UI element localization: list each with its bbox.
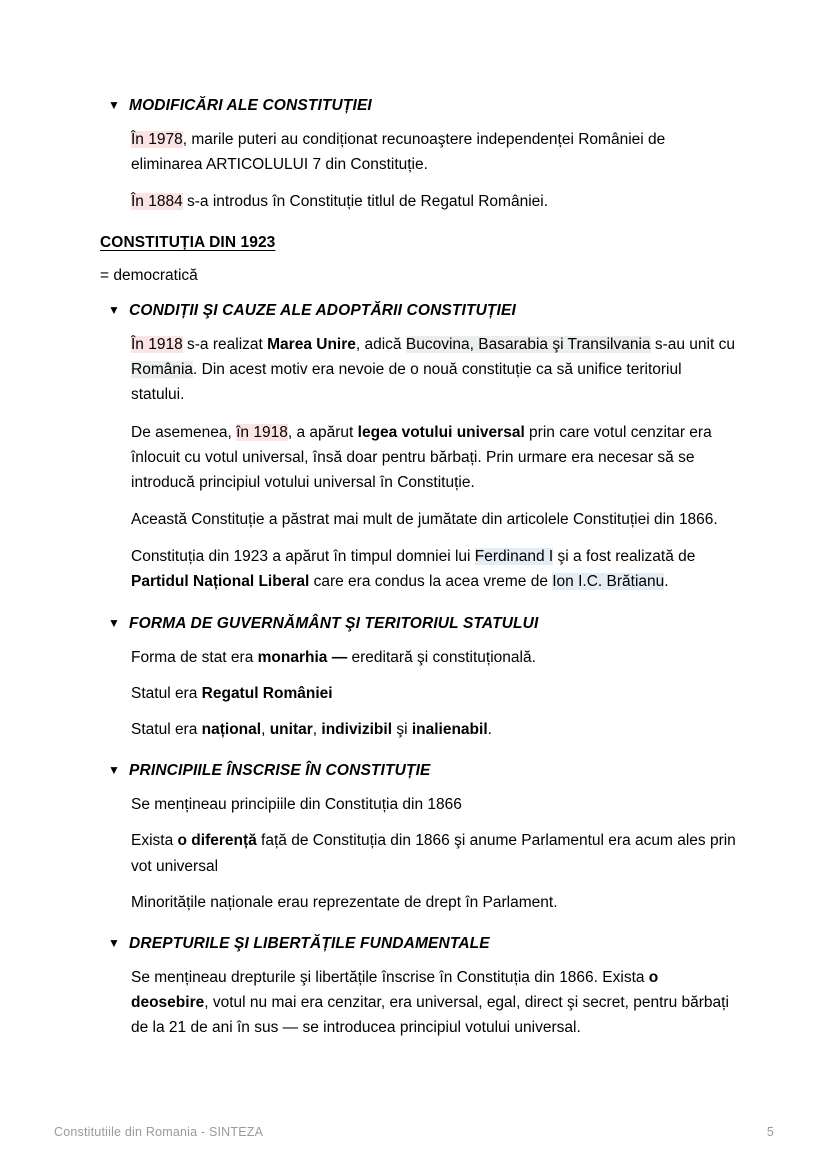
highlight-year: În 1884 <box>131 193 183 211</box>
paragraph-text: Statul era <box>131 721 202 739</box>
bold-partidul-national-liberal: Partidul Național Liberal <box>131 573 310 591</box>
paragraph-regatul-romaniei <box>100 681 736 706</box>
paragraph-text: Statul era <box>131 685 202 703</box>
section-heading-label: PRINCIPIILE ÎNSCRISE ÎN CONSTITUȚIE <box>129 762 431 780</box>
paragraph-text: , <box>312 721 322 739</box>
collapse-triangle-icon[interactable]: ▼ <box>108 616 121 631</box>
paragraph-text: ereditară şi constituțională. <box>347 649 536 667</box>
section-heading-conditii <box>108 301 736 322</box>
spacer <box>100 926 736 934</box>
paragraph-text: , <box>261 721 270 739</box>
paragraph-text: şi a fost realizată de <box>553 547 696 565</box>
paragraph-articole-1866: Această Constituție a păstrat mai mult de jumătate din articolele Constituției din 1866. <box>131 510 718 528</box>
paragraph-marea-unire <box>100 332 736 407</box>
subtitle-democratica: = democratică <box>100 267 198 285</box>
bold-monarhia: monarhia — <box>257 649 348 667</box>
collapse-triangle-icon[interactable]: ▼ <box>108 303 121 318</box>
section-heading-label: FORMA DE GUVERNĂMÂNT ŞI TERITORIUL STATULUI <box>129 615 539 633</box>
paragraph-o-deosebire <box>100 965 736 1040</box>
section-heading-label: CONDIȚII ŞI CAUZE ALE ADOPTĂRII CONSTITUȚIEI <box>129 302 516 320</box>
highlight-year: în 1918 <box>236 423 288 441</box>
highlight-country: România <box>131 361 194 379</box>
highlight-person: Ion I.C. Brătianu <box>552 573 665 591</box>
bold-marea-unire: Marea Unire <box>267 336 356 354</box>
paragraph-minoritati: Minoritățile naționale erau reprezentate de drept în Parlament. <box>131 893 558 911</box>
paragraph-text: De asemenea, <box>131 423 237 441</box>
bold-regatul-romaniei: Regatul României <box>201 685 333 703</box>
highlight-year: În 1978 <box>131 130 183 148</box>
bold-o-diferenta: o diferență <box>177 832 257 850</box>
page-footer <box>0 1093 828 1171</box>
highlight-king: Ferdinand I <box>474 547 554 565</box>
footer-title: Constitutiile din Romania - SINTEZA <box>54 1125 264 1139</box>
paragraph-modificari-1878 <box>100 127 736 177</box>
paragraph-forma-de-stat <box>100 645 736 670</box>
paragraph-stat-atribute <box>100 717 736 742</box>
bold-o-deosebire: o deosebire <box>131 968 659 1011</box>
paragraph-text: față de Constituția din 1866 şi anume Parlamentul era acum ales prin vot universal <box>131 832 736 875</box>
paragraph-text: , votul nu mai era cenzitar, era universal, egal, direct şi secret, pentru bărbați de la 21 de ani în sus — se introducea principiul votului universal. <box>131 993 729 1036</box>
paragraph-text: prin care votul cenzitar era înlocuit cu votul universal, însă doar pentru bărbați. Prin urmare era necesar să se introducă principiul votului universal în Constituție. <box>131 423 712 491</box>
collapse-triangle-icon[interactable]: ▼ <box>108 763 121 778</box>
section-heading-drepturile <box>108 934 736 955</box>
paragraph-text: . <box>487 721 492 739</box>
spacer <box>100 753 736 761</box>
paragraph-modificari-1884 <box>100 189 736 214</box>
footer-page-number: 5 <box>766 1125 774 1139</box>
paragraph-text: . Din acest motiv era nevoie de o nouă constituție ca să unifice teritoriul statului. <box>131 361 682 404</box>
paragraph-text: , adică <box>355 336 406 354</box>
paragraph-text: s-a introdus în Constituție titlul de Regatul României. <box>182 193 549 211</box>
paragraph-text: care era condus la acea vreme de <box>309 573 553 591</box>
bold-legea-votului: legea votului universal <box>357 423 525 441</box>
paragraph-text: Forma de stat era <box>131 649 258 667</box>
paragraph-text: Exista <box>131 832 178 850</box>
heading-constitutia-1923: CONSTITUȚIA DIN 1923 <box>100 234 276 252</box>
section-heading-forma <box>108 614 736 635</box>
spacer <box>100 226 736 234</box>
highlight-year: În 1918 <box>131 336 183 354</box>
paragraph-text: şi <box>392 721 412 739</box>
section-heading-label: DREPTURILE ŞI LIBERTĂȚILE FUNDAMENTALE <box>129 934 490 952</box>
paragraph-legea-votului <box>100 420 736 495</box>
section-heading-principiile <box>108 761 736 782</box>
paragraph-text: s-a realizat <box>182 336 268 354</box>
paragraph-principii-1866: Se mențineau principiile din Constituția din 1866 <box>131 796 462 814</box>
paragraph-text: , marile puteri au condiționat recunoaştere independenței României de eliminarea ARTICOLULUI 7 din Constituție. <box>131 130 666 174</box>
paragraph-o-diferenta <box>100 828 736 878</box>
paragraph-text: Constituția din 1923 a apărut în timpul domniei lui <box>131 547 475 565</box>
bold-indivizibil: indivizibil <box>321 721 393 739</box>
paragraph-text: s-au unit cu <box>650 336 735 354</box>
paragraph-text: Se mențineau drepturile şi libertățile înscrise în Constituția din 1866. Exista <box>131 968 649 986</box>
paragraph-ferdinand-pnl <box>100 544 736 594</box>
paragraph-text: . <box>664 573 669 591</box>
bold-national: național <box>201 721 262 739</box>
section-heading-label: MODIFICĂRI ALE CONSTITUȚIEI <box>129 97 372 114</box>
highlight-regions: Bucovina, Basarabia şi Transilvania <box>405 336 651 354</box>
paragraph-text: , a apărut <box>287 423 358 441</box>
section-heading-modificari <box>108 96 736 117</box>
bold-unitar: unitar <box>269 721 313 739</box>
collapse-triangle-icon[interactable]: ▼ <box>108 98 121 112</box>
spacer <box>100 606 736 614</box>
bold-inalienabil: inalienabil <box>411 721 488 739</box>
collapse-triangle-icon[interactable]: ▼ <box>108 935 121 950</box>
